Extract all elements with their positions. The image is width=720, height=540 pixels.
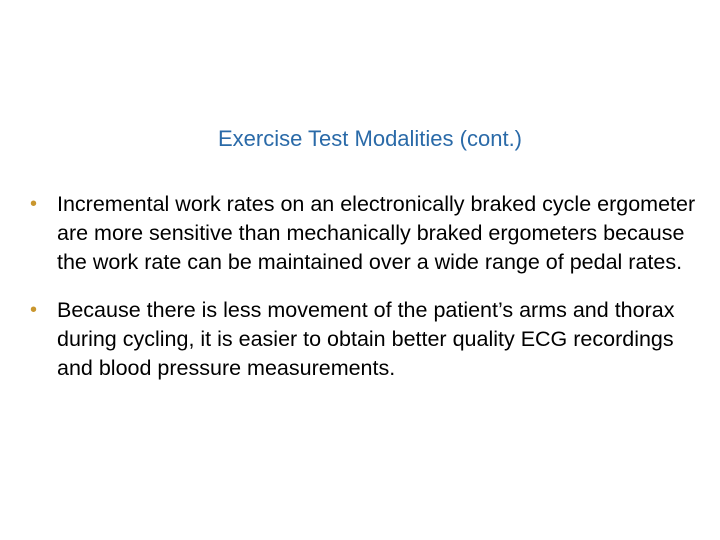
bullet-item xyxy=(30,296,700,383)
bullet-text: Because there is less movement of the patient’s arms and thorax during cycling, it is easier to obtain better quality ECG recordings and blood pressure measurements. xyxy=(57,298,675,380)
slide-title: Exercise Test Modalities (cont.) xyxy=(217,126,523,151)
bullet-text: Incremental work rates on an electronically braked cycle ergometer are more sensitive than mechanically braked ergometers because the work rate can be maintained over a wide range of pedal rates. xyxy=(57,192,696,274)
bullet-item xyxy=(30,190,700,277)
bullet-marker-icon: • xyxy=(30,299,38,321)
bullet-marker-icon: • xyxy=(30,193,38,215)
bullet-list xyxy=(30,190,700,402)
